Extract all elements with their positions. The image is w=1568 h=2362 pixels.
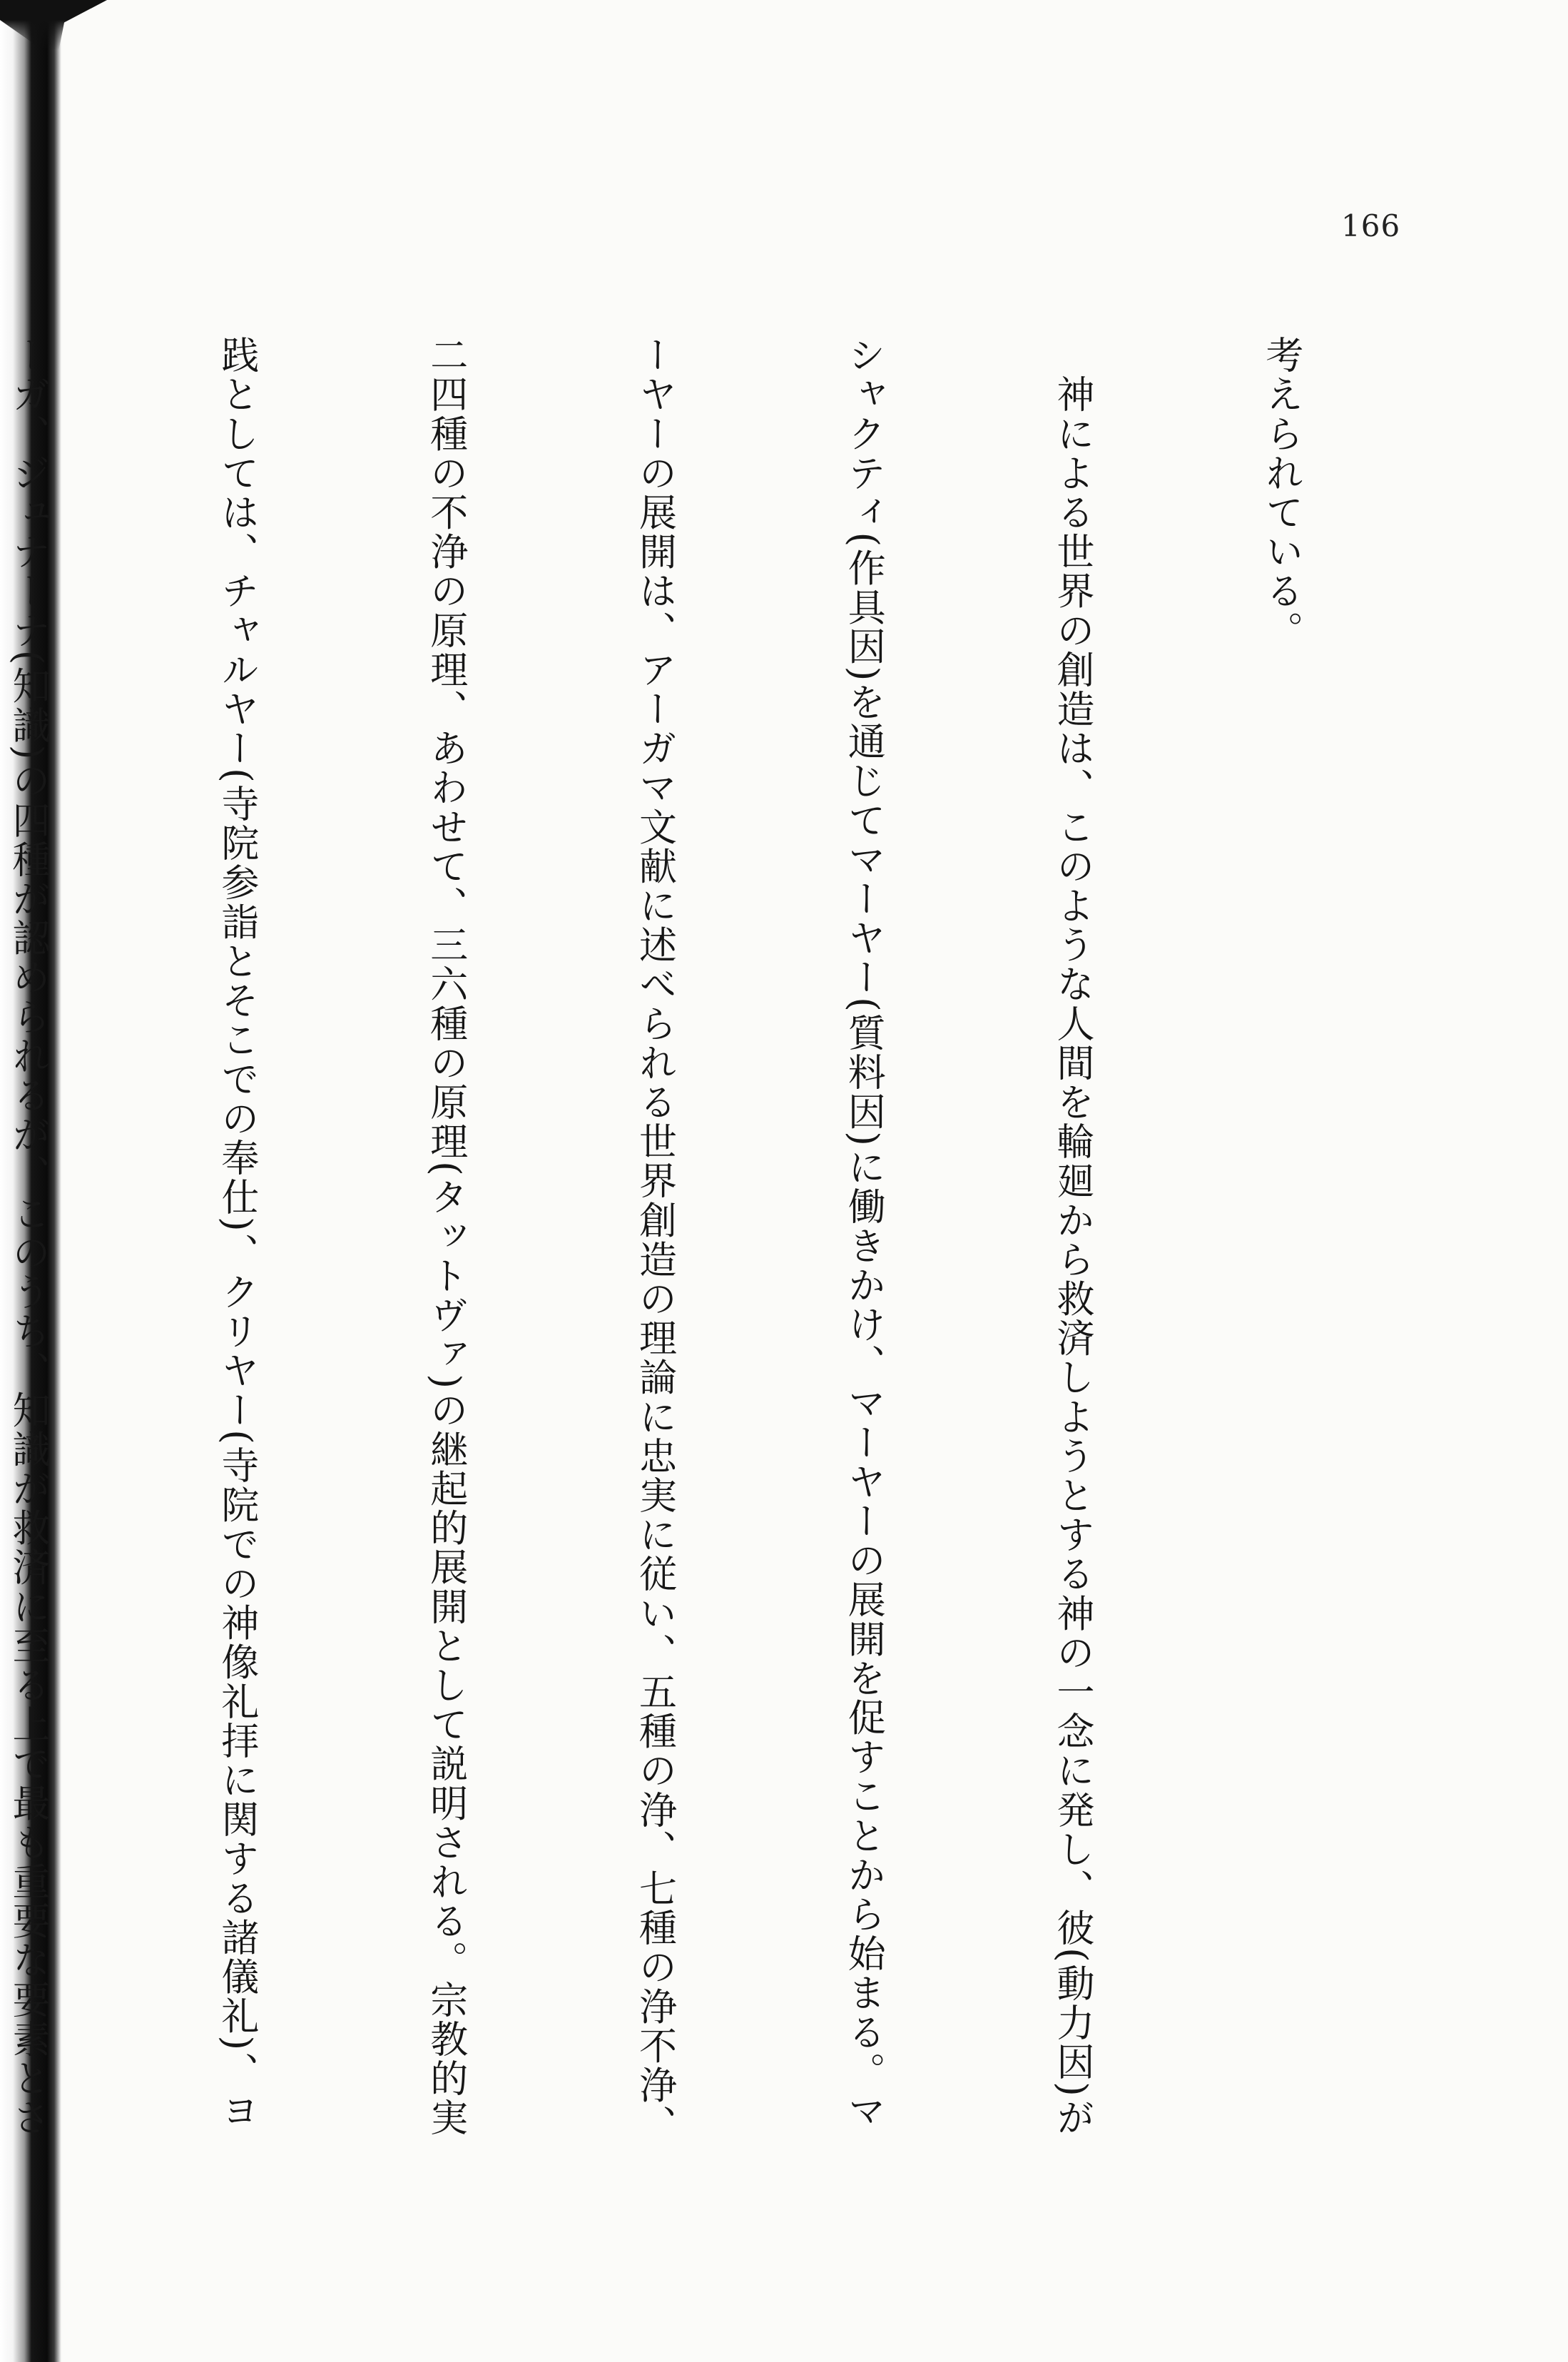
text-line-6: 践としては、チャルヤー(寺院参詣とそこでの奉仕)、クリヤー(寺院での神像礼拝に関する諸儀礼)、ヨ <box>215 335 259 2131</box>
body-text <box>6 335 1455 2144</box>
text-line-2: 神による世界の創造は、このような人間を輪廻から救済しようとする神の一念に発し、彼(動力因)が <box>1051 335 1095 2138</box>
text-line-1: 考えられている。 <box>1259 335 1303 650</box>
text-line-5: 二四種の不浄の原理、あわせて、三六種の原理(タットヴァ)の継起的展開として説明される。宗教的実 <box>424 335 468 2138</box>
text-line-3: シャクティ(作具因)を通じてマーヤー(質料因)に働きかけ、マーヤーの展開を促すことから始まる。マ <box>842 335 886 2131</box>
page-number: 166 <box>1341 208 1401 243</box>
text-line-4: ーヤーの展開は、アーガマ文献に述べられる世界創造の理論に忠実に従い、五種の浄、七種の浄不浄、 <box>633 335 677 2144</box>
text-line-7: ーガ、ジュナーナ(知識)の四種が認められるが、このうち、知識が救済に至る上で最も重要な要素とさ <box>6 335 51 2138</box>
